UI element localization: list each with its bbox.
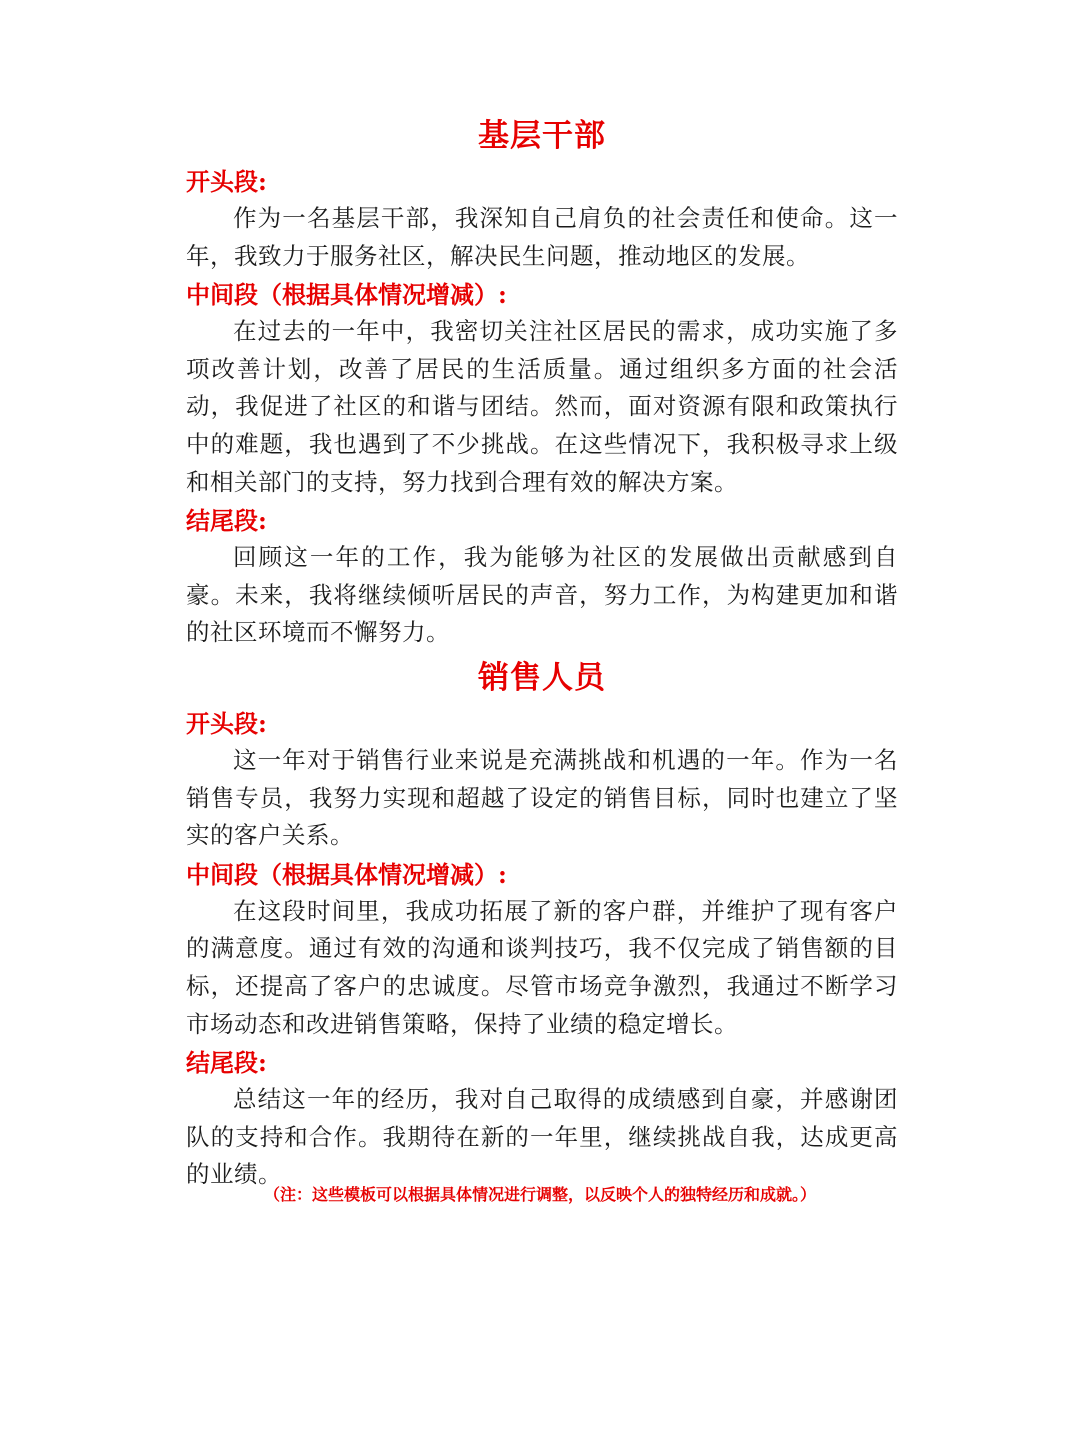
opening-heading-cadre: 开头段: xyxy=(186,167,267,196)
footnote: （注：这些模板可以根据具体情况进行调整，以反映个人的独特经历和成就。） xyxy=(263,1185,816,1204)
opening-paragraph-sales: 这一年对于销售行业来说是充满挑战和机遇的一年。作为一名销售专员，我努力实现和超越了设定的销售目标，同时也建立了坚实的客户关系。 xyxy=(186,745,898,850)
middle-heading-cadre: 中间段（根据具体情况增减）: xyxy=(186,280,507,310)
section-title-sales: 销售人员 xyxy=(478,659,606,696)
opening-heading-sales: 开头段: xyxy=(186,708,267,738)
middle-heading-sales: 中间段（根据具体情况增减）: xyxy=(186,859,507,889)
closing-paragraph-cadre: 回顾这一年的工作，我为能够为社区的发展做出贡献感到自豪。未来，我将继续倾听居民的声音，努力工作，为构建更加和谐的社区环境而不懈努力。 xyxy=(186,543,898,647)
closing-heading-sales: 结尾段: xyxy=(186,1048,267,1078)
closing-heading-cadre: 结尾段: xyxy=(186,506,267,536)
closing-paragraph-sales: 总结这一年的经历，我对自己取得的成绩感到自豪，并感谢团队的支持和合作。我期待在新的一年里，继续挑战自我，达成更高的业绩。 xyxy=(186,1085,898,1189)
section-title-cadre: 基层干部 xyxy=(478,118,606,154)
document-body xyxy=(186,112,898,1196)
middle-paragraph-cadre: 在过去的一年中，我密切关注社区居民的需求，成功实施了多项改善计划，改善了居民的生活质量。通过组织多方面的社会活动，我促进了社区的和谐与团结。然而，面对资源有限和政策执行中的难题，我也遇到了不少挑战。在这些情况下，我积极寻求上级和相关部门的支持，努力找到合理有效的解决方案。 xyxy=(186,317,898,496)
opening-paragraph-cadre: 作为一名基层干部，我深知自己肩负的社会责任和使命。这一年，我致力于服务社区，解决民生问题，推动地区的发展。 xyxy=(186,204,898,270)
middle-paragraph-sales: 在这段时间里，我成功拓展了新的客户群，并维护了现有客户的满意度。通过有效的沟通和谈判技巧，我不仅完成了销售额的目标，还提高了客户的忠诚度。尽管市场竞争激烈，我通过不断学习市场动态和改进销售策略，保持了业绩的稳定增长。 xyxy=(186,896,898,1038)
